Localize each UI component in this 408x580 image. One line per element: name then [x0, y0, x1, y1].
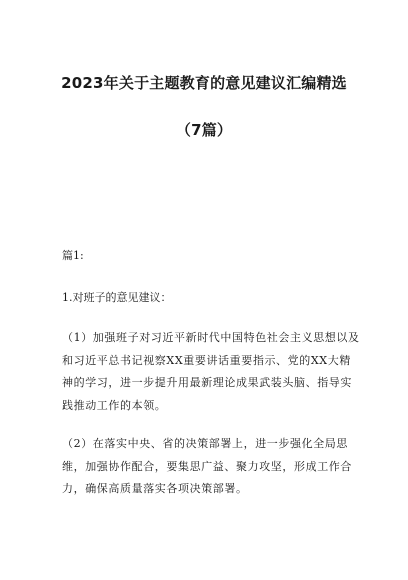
section-label: 篇1:	[62, 249, 84, 262]
document-title: 2023年关于主题教育的意见建议汇编精选	[61, 74, 347, 92]
document-subtitle: （7篇）	[175, 121, 233, 139]
item-heading: 1.对班子的意见建议：	[62, 291, 172, 304]
paragraph-2: （2）在落实中央、省的决策部署上，进一步强化全局思维，加强协作配合，要集思广益、聚力攻坚，形成工作合力，确保高质量落实各项决策部署。	[62, 437, 352, 495]
paragraph-1: （1）加强班子对习近平新时代中国特色社会主义思想以及和习近平总书记视察XX重要讲话重要指示、党的XX大精神的学习，进一步提升用最新理论成果武装头脑、指导实践推动工作的本领。	[62, 331, 360, 412]
